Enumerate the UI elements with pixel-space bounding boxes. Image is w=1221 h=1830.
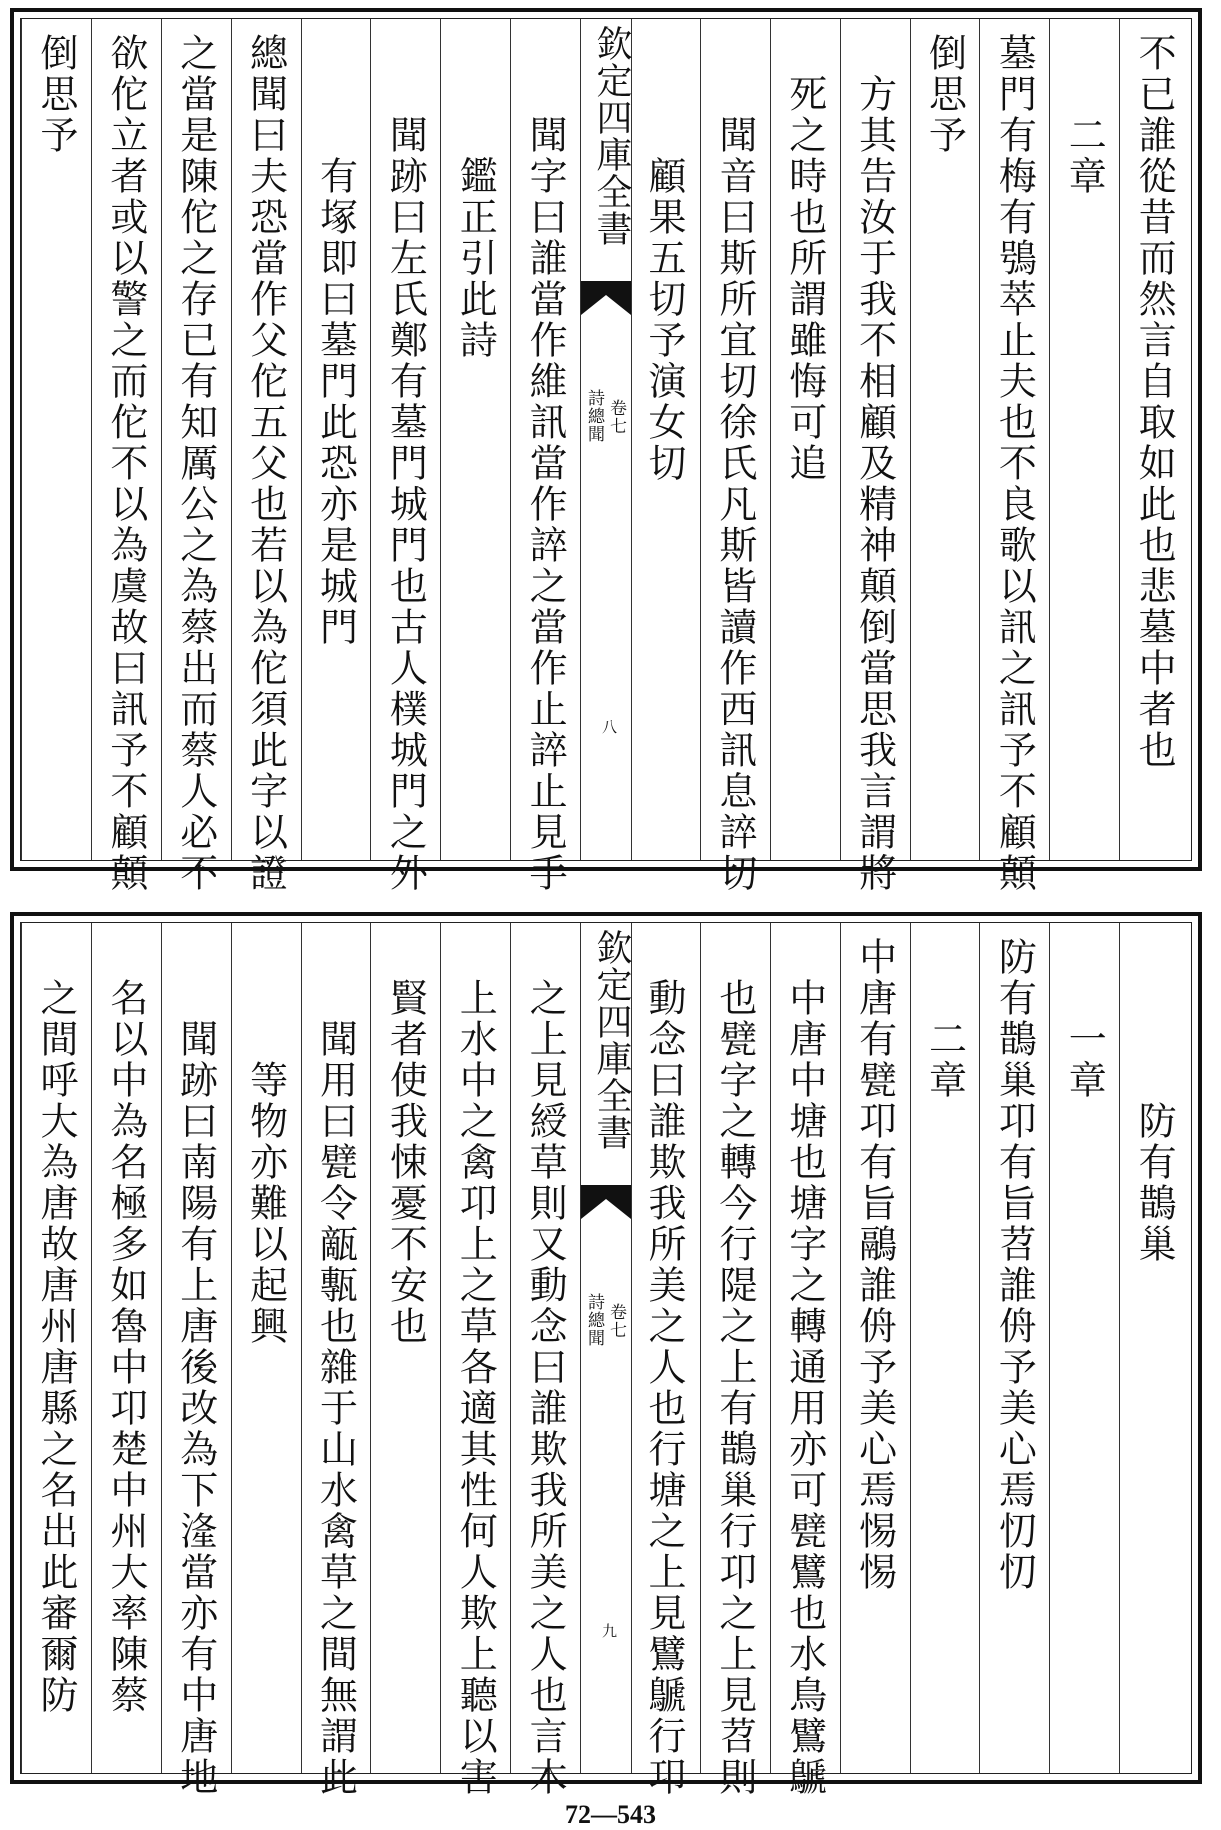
page-footer-number: 72—543: [565, 1800, 656, 1829]
text-column: [1049, 19, 1120, 860]
top-page: [10, 8, 1202, 894]
text-column: [770, 19, 841, 860]
column-text: 聞跡曰南陽有上唐後改為下湰當亦有中唐地: [173, 1019, 218, 1798]
text-column: [440, 19, 511, 860]
text-column: [370, 923, 441, 1773]
column-text: 死之時也所謂雖悔可追: [782, 74, 827, 484]
text-column: [510, 19, 581, 894]
text-column: [21, 923, 92, 1773]
column-text: 聞跡曰左氏鄭有墓門城門也古人樸城門之外: [383, 115, 428, 894]
text-column: [91, 19, 162, 894]
text-column: [840, 923, 911, 1773]
column-text: 倒思予: [922, 33, 967, 156]
column-text: 倒思予: [34, 33, 78, 156]
column-text: 賢者使我悚憂不安也: [383, 978, 428, 1347]
column-text: 有塚即曰墓門此恐亦是城門: [313, 156, 358, 648]
band-book-title: 詩總聞: [584, 389, 604, 443]
bottom-column-grid: [20, 922, 1192, 1798]
column-text: 二章: [922, 1019, 967, 1101]
band-page-number: 八: [600, 719, 618, 734]
column-text: 墓門有梅有鴞萃止夫也不良歌以訊之訊予不顧顛: [992, 33, 1037, 894]
column-text: 一章: [1062, 1019, 1107, 1101]
text-column: [21, 19, 92, 860]
text-column: [630, 19, 700, 860]
column-text: 鑑正引此詩: [453, 156, 498, 361]
text-column: [231, 923, 302, 1773]
column-text: 之當是陳佗之存已有知厲公之為蔡出而蔡人必不: [173, 33, 218, 894]
text-column: [161, 19, 232, 894]
text-column: [1119, 19, 1190, 860]
column-text: 欲佗立者或以警之而佗不以為虞故曰訊予不顧顛: [103, 33, 148, 894]
text-column: [1049, 923, 1120, 1773]
center-band: [580, 923, 632, 1773]
band-volume: 卷七: [606, 399, 626, 435]
fishtail-ornament: [581, 281, 631, 315]
column-text: 等物亦難以起興: [243, 1060, 288, 1347]
column-text: 上水中之禽卭上之草各適其性何人欺上聽以害: [453, 978, 498, 1798]
column-text: 方其告汝于我不相顧及精神顛倒當思我言謂將: [852, 74, 897, 894]
column-text: 二章: [1062, 115, 1107, 197]
text-column: [979, 19, 1050, 894]
column-text: 動念曰誰欺我所美之人也行塘之上見鷿鷈行卭: [642, 978, 686, 1798]
column-text: 也甓字之轉今行隄之上有鵲巢行卭之上見苕則: [712, 978, 757, 1798]
column-text: 聞字曰誰當作維訊當作誶之當作止誶止見手: [523, 115, 568, 894]
column-text: 中唐有甓卭有旨鷊誰侜予美心焉惕惕: [852, 937, 897, 1593]
text-column: [301, 923, 372, 1798]
text-column: [700, 923, 771, 1798]
text-column: [440, 923, 511, 1798]
text-column: [370, 19, 441, 894]
column-text: 不已誰從昔而然言自取如此也悲墓中者也: [1132, 33, 1177, 771]
column-text: 顧果五切予演女切: [642, 156, 686, 484]
bottom-page: [10, 912, 1202, 1798]
column-text: 聞音曰斯所宜切徐氏凡斯皆讀作西訊息誶切: [712, 115, 757, 894]
band-book-title: 詩總聞: [584, 1293, 604, 1347]
text-column: [231, 19, 302, 894]
text-column: [161, 923, 232, 1798]
text-column: [700, 19, 771, 894]
column-text: 防有鵲巢: [1132, 1101, 1177, 1265]
band-title: 欽定四庫全書: [591, 929, 632, 1151]
text-column: [1119, 923, 1190, 1773]
text-column: [910, 19, 981, 860]
band-page-number: 九: [600, 1623, 618, 1638]
text-column: [91, 923, 162, 1773]
top-column-grid: [20, 18, 1192, 894]
center-band: [580, 19, 632, 860]
band-title: 欽定四庫全書: [591, 25, 632, 247]
band-volume: 卷七: [606, 1303, 626, 1339]
text-column: [510, 923, 581, 1798]
text-column: [910, 923, 981, 1773]
text-column: [301, 19, 372, 860]
text-column: [979, 923, 1050, 1773]
column-text: 名以中為名極多如魯中卭楚中州大率陳蔡: [103, 978, 148, 1716]
column-text: 中唐中塘也塘字之轉通用亦可甓鷿也水鳥鷿鷈: [782, 978, 827, 1798]
text-column: [770, 923, 841, 1798]
column-text: 之上見綬草則又動念曰誰欺我所美之人也言木: [523, 978, 568, 1798]
text-column: [630, 923, 700, 1798]
column-text: 總聞曰夫恐當作父佗五父也若以為佗須此字以證: [243, 33, 288, 894]
column-text: 防有鵲巢卭有旨苕誰侜予美心焉忉忉: [992, 937, 1037, 1593]
column-text: 聞用曰甓令甋甎也雜于山水禽草之間無謂此: [313, 1019, 358, 1798]
text-column: [840, 19, 911, 894]
column-text: 之間呼大為唐故唐州唐縣之名出此審爾防: [34, 978, 78, 1716]
fishtail-ornament: [581, 1185, 631, 1219]
